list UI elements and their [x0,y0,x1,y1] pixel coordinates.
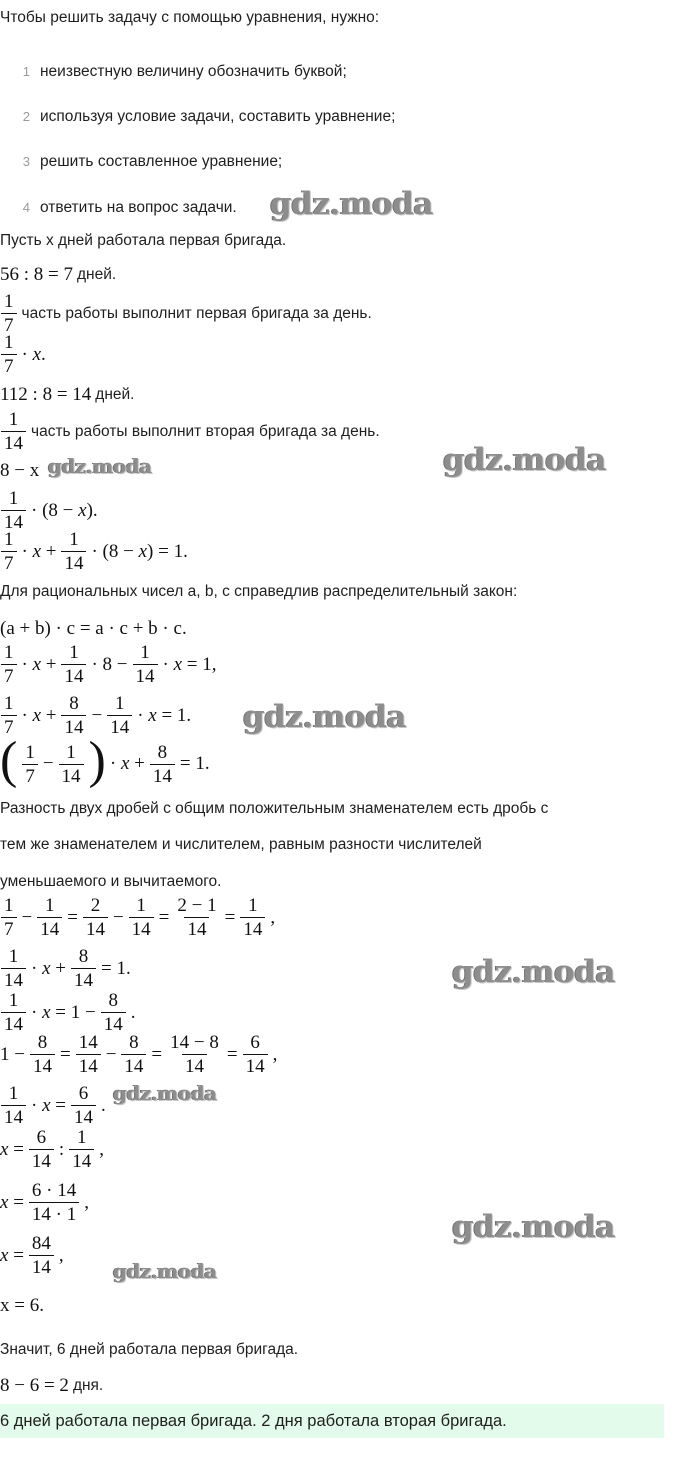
answer-text: 6 дней работала первая бригада. 2 дня работала вторая бригада. [0,1411,507,1430]
second-brigade-result [0,1375,103,1397]
equation-4: ( $\frac{1}{7}$ − $\frac{1}{14}$ ) · x + $\frac{8}{14}$ = 1. [0,732,210,789]
math-expression: 8 − 6 = 2 [0,1375,69,1396]
rule-line-1: Разность двух дробей с общим положительным знаменателем есть дробь с [0,800,549,817]
watermark: gdz.moda [113,1259,217,1283]
unit-text: дня. [72,1377,104,1394]
equation-3: $\frac{1}{7}$ · x + $\frac{8}{14}$ − $\frac{1}{14}$ · x = 1. [0,694,191,737]
rate-text: часть работы выполнит вторая бригада за день. [31,422,380,440]
second-part-expression: $\frac{1}{14}$ · (8 − x). [0,489,98,532]
step-4 [0,199,237,217]
intro-text: Чтобы решить задачу с помощью уравнения, нужно: [0,9,380,26]
watermark: gdz.moda [443,442,606,478]
second-days-expression: 8 − x [0,460,40,481]
first-brigade-days [0,264,116,286]
step-2 [0,108,395,126]
step-text: решить составленное уравнение; [40,153,283,170]
second-rate-line [0,410,380,453]
watermark: gdz.moda [270,186,433,222]
second-brigade-days [0,384,135,406]
answer-box [0,1404,664,1438]
step-number: 2 [22,109,30,124]
first-part-expression: $\frac{1}{7}$ · x. [0,333,46,376]
step-3 [0,153,282,171]
fraction-1-7: $\frac{1}{7}$ [1,292,17,335]
equation-8: 1 − $\frac{8}{14}$ = $\frac{14}{14}$ − $\frac{8}{14}$ = $\frac{14 - 8}{14}$ = $\frac{6}{14}$ , [0,1032,278,1077]
equation-2: $\frac{1}{7}$ · x + $\frac{1}{14}$ · 8 − $\frac{1}{14}$ · x = 1, [0,643,217,686]
rate-text: часть работы выполнит первая бригада за день. [21,304,372,322]
equation-x6: x = 6. [0,1295,44,1316]
step-number: 1 [22,64,30,79]
equation-6: $\frac{1}{14}$ · x + $\frac{8}{14}$ = 1. [0,947,131,990]
conclusion-line: Значит, 6 дней работала первая бригада. [0,1341,299,1358]
watermark: gdz.moda [48,454,152,478]
let-x-line: Пусть x дней работала первая бригада. [0,232,287,249]
math-expression: 56 : 8 = 7 [0,264,73,285]
watermark: gdz.moda [452,1209,615,1245]
watermark: gdz.moda [113,1081,217,1105]
step-text: используя условие задачи, составить уравнение; [40,108,396,125]
distributive-law-text: Для рациональных чисел a, b, c справедлив распределительный закон: [0,583,518,600]
watermark: gdz.moda [452,954,615,990]
equation-7: $\frac{1}{14}$ · x = 1 − $\frac{8}{14}$ . [0,991,135,1034]
equation-9: $\frac{1}{14}$ · x = $\frac{6}{14}$ . [0,1084,106,1127]
step-number: 4 [22,200,30,215]
equation-5: $\frac{1}{7}$ − $\frac{1}{14}$ = $\frac{2}{14}$ − $\frac{1}{14}$ = $\frac{2 - 1}{14}$ = $\frac{1}{14}$ , [0,896,275,939]
math-expression: 112 : 8 = 14 [0,384,92,405]
step-text: ответить на вопрос задачи. [40,199,237,216]
equation-12: x = $\frac{84}{14}$ , [0,1233,64,1278]
watermark: gdz.moda [243,699,406,735]
equation-1: $\frac{1}{7}$ · x + $\frac{1}{14}$ · (8 − x) = 1. [0,530,188,573]
rule-line-2: тем же знаменателем и числителем, равным разности числителей [0,836,482,853]
unit-text: дней. [95,386,135,403]
fraction-1-14: $\frac{1}{14}$ [1,410,26,453]
equation-11: x = $\frac{6 \cdot 14}{14 \cdot 1}$ , [0,1180,89,1225]
step-number: 3 [22,154,30,169]
equation-10: x = $\frac{6}{14}$ : $\frac{1}{14}$ , [0,1127,104,1172]
step-text: неизвестную величину обозначить буквой; [40,63,347,80]
rule-line-3: уменьшаемого и вычитаемого. [0,873,222,890]
first-rate-line [0,292,372,335]
distributive-formula: (a + b) · c = a · c + b · c. [0,618,187,639]
unit-text: дней. [77,266,117,283]
step-1 [0,63,347,81]
